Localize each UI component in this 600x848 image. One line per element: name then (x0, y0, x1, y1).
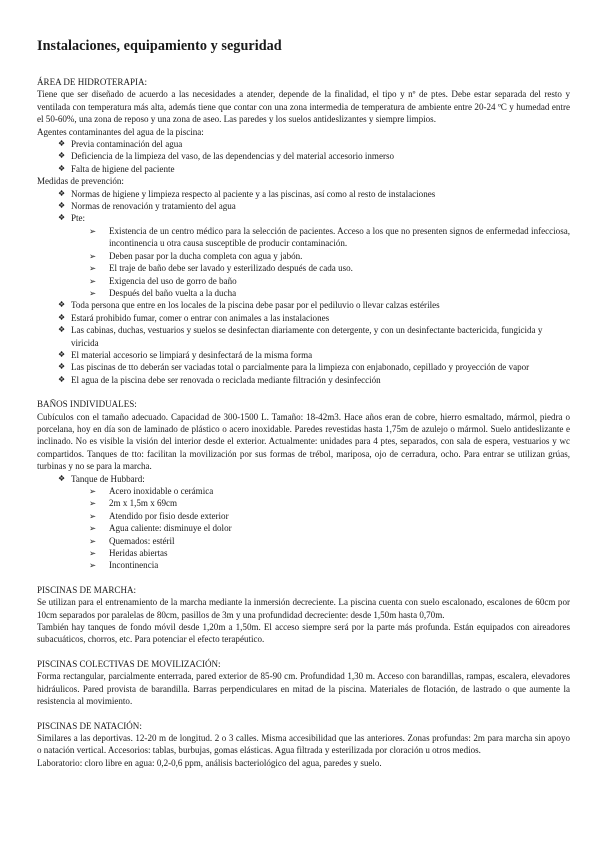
section-banos (37, 398, 570, 572)
sublist-item: ➢ Heridas abiertas (89, 547, 570, 559)
section-heading: ÁREA DE HIDROTERAPIA: (37, 77, 148, 87)
tanque-sublist (71, 485, 570, 572)
paragraph: Forma rectangular, parcialmente enterrada, pared exterior de 85-90 cm. Profundidad 1,30 m. Acceso con barandillas, rampas, escalera, elevadores hidráulicos. Pared provista de barandilla. Barras perpendiculares en mitad de la piscina. Materiales de flotación, de lastrado o que aumente la resistencia al movimiento. (37, 671, 570, 707)
section-heading: PISCINAS COLECTIVAS DE MOVILIZACIÓN: (37, 658, 221, 669)
sublist-item: ➢ Existencia de un centro médico para la selección de pacientes. Acceso a los que no presenten signos de enfermedad infecciosa, incontinencia u otra causa susceptible de producir contaminación. (89, 225, 570, 250)
paragraph: Cubículos con el tamaño adecuado. Capacidad de 300-1500 L. Tamaño: 18-42m3. Hace años eran de cobre, hierro esmaltado, mármol, piedra o porcelana, hoy en día son de laminado de plástico o acero inoxidable. Paredes revestidas hasta 1,75m de azulejo o mármol. Suelo antideslizante e inclinado. No es visible la visión del interior desde el exterior. Actualmente: unidades para 4 ptes, separados, con sala de espera, vestuarios y wc compartidos. Tanques de tto: facilitan la movilización por sus formas de trébol, mariposa, ojo de cerradura, ocho. Para entrar se utilizan grúas, turbinas y no se para la marcha. (37, 411, 570, 472)
paragraph: Se utilizan para el entrenamiento de la marcha mediante la inmersión decreciente. La piscina cuenta con suelo escalonado, escalones de 60cm por 10cm separados por paralelas de 80cm, pasillos de 3m y una profundidad decreciente: desde 1,50m hasta 0,70m. (37, 597, 570, 620)
page-title: Instalaciones, equipamiento y seguridad (37, 38, 282, 54)
tanque-list (37, 473, 570, 572)
sublist-item: ➢ Agua caliente: disminuye el dolor (89, 522, 570, 534)
list-item: ❖ El agua de la piscina debe ser renovada o reciclada mediante filtración y desinfección (59, 374, 570, 386)
section-colectivas (37, 658, 570, 708)
list-item: ❖ El material accesorio se limpiará y desinfectará de la misma forma (59, 349, 570, 361)
list-item (59, 473, 570, 572)
pte-label: Pte: (71, 213, 86, 224)
agentes-list (37, 138, 570, 175)
spacer (37, 572, 570, 584)
paragraph: Similares a las deportivas. 12-20 m de longitud. 2 o 3 calles. Misma accesibilidad que las anteriores. Zonas profundas: 2m para marcha sin apoyo o natación vertical. Accesorios: tablas, burbujas, gomas elásticas. Agua filtrada y esterilizada por cloración u otros medios. (37, 732, 570, 756)
tanque-label: Tanque de Hubbard: (71, 473, 145, 484)
sublist-item: ➢ El traje de baño debe ser lavado y esterilizado después de cada uso. (89, 262, 570, 274)
sublist-item: ➢ 2m x 1,5m x 69cm (89, 497, 570, 509)
list-item: ❖ Las piscinas de tto deberán ser vaciadas total o parcialmente para la limpieza con enjabonado, cepillado y proyección de vapor (59, 361, 570, 373)
sublist-item: ➢ Exigencia del uso de gorro de baño (89, 275, 570, 287)
list-item: ❖ Normas de higiene y limpieza respecto al paciente y a las piscinas, así como al resto de instalaciones (59, 188, 570, 200)
sublist-item: ➢ Después del baño vuelta a la ducha (89, 287, 570, 299)
list-item: ❖ Toda persona que entre en los locales de la piscina debe pasar por el pediluvio o llevar calzas estériles (59, 299, 570, 311)
list-item: ❖ Previa contaminación del agua (59, 138, 570, 150)
section-heading: PISCINAS DE NATACIÓN: (37, 720, 142, 731)
medidas-label: Medidas de prevención: (37, 176, 124, 187)
sublist-item: ➢ Quemados: estéril (89, 535, 570, 547)
spacer (37, 708, 570, 720)
section-natacion (37, 720, 570, 770)
list-item: ❖ Normas de renovación y tratamiento del agua (59, 200, 570, 212)
sublist-item: ➢ Atendido por fisio desde exterior (89, 510, 570, 522)
spacer (37, 386, 570, 398)
pte-sublist (71, 225, 570, 299)
list-item: ❖ Estará prohibido fumar, comer o entrar con animales a las instalaciones (59, 312, 570, 324)
medidas-list (37, 188, 570, 387)
paragraph: Tiene que ser diseñado de acuerdo a las necesidades a atender, depende de la finalidad, el tipo y nº de ptes. Debe estar separada del resto y ventilada con temperatura más alta, además tiene que contar con una zona intermedia de temperatura de ambiente entre 20-24 ºC y humedad entre el 50-60%, una zona de reposo y una zona de aseo. Las paredes y los suelos antideslizantes y siempre limpios. (37, 89, 570, 125)
list-item (59, 212, 570, 299)
paragraph: Laboratorio: cloro libre en agua: 0,2-0,6 ppm, análisis bacteriológico del agua, paredes y suelo. (37, 757, 382, 768)
section-marcha (37, 584, 570, 646)
spacer (37, 646, 570, 658)
list-item: ❖ Deficiencia de la limpieza del vaso, de las dependencias y del material accesorio inmerso (59, 150, 570, 162)
sublist-item: ➢ Incontinencia (89, 559, 570, 571)
section-heading: BAÑOS INDIVIDUALES: (37, 399, 137, 410)
list-item: ❖ Falta de higiene del paciente (59, 163, 570, 175)
sublist-item: ➢ Acero inoxidable o cerámica (89, 485, 570, 497)
section-hidroterapia (37, 76, 570, 386)
section-heading: PISCINAS DE MARCHA: (37, 584, 137, 595)
agentes-label: Agentes contaminantes del agua de la piscina: (37, 126, 204, 137)
sublist-item: ➢ Deben pasar por la ducha completa con agua y jabón. (89, 250, 570, 262)
list-item: ❖ Las cabinas, duchas, vestuarios y suelos se desinfectan diariamente con detergente, y con un desinfectante bactericida, fungicida y viricida (59, 324, 570, 349)
paragraph: También hay tanques de fondo móvil desde 1,20m a 1,50m. El acceso siempre será por la parte más profunda. Están equipados con aireadores subacuáticos, chorros, etc. Para potenciar el efecto terapéutico. (37, 622, 570, 645)
